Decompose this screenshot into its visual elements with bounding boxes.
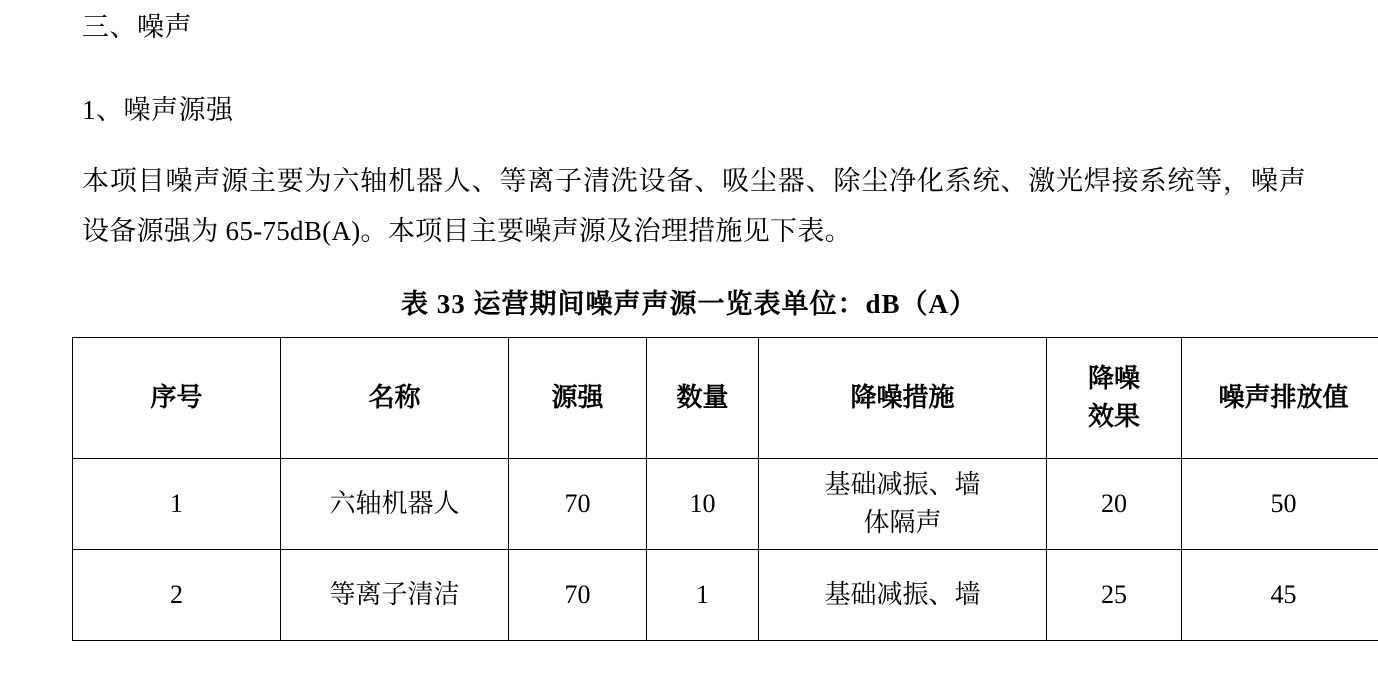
- cell-source: 70: [509, 459, 647, 550]
- cell-measure: [759, 550, 1047, 641]
- cell-measure-line1: 基础减振、墙: [824, 470, 981, 499]
- header-effect-line1: 降噪: [1087, 364, 1140, 393]
- section-heading: 三、噪声: [82, 12, 192, 42]
- cell-qty: 10: [647, 459, 759, 550]
- header-cell-effect: [1047, 338, 1182, 459]
- cell-emission: 50: [1182, 459, 1378, 550]
- cell-effect: 20: [1047, 459, 1182, 550]
- cell-effect: 25: [1047, 550, 1182, 641]
- body-paragraph: 本项目噪声源主要为六轴机器人、等离子清洗设备、吸尘器、除尘净化系统、激光焊接系统等，噪声设备源强为 65-75dB(A)。本项目主要噪声源及治理措施见下表。: [82, 166, 1306, 246]
- cell-qty: 1: [647, 550, 759, 641]
- header-effect-line2: 效果: [1087, 402, 1140, 431]
- header-cell-emission: 噪声排放值: [1182, 338, 1378, 459]
- header-cell-measure: 降噪措施: [759, 338, 1047, 459]
- cell-measure: [759, 459, 1047, 550]
- table-row: [73, 550, 1378, 641]
- cell-no: 2: [73, 550, 281, 641]
- table-caption: 表 33 运营期间噪声声源一览表单位：dB（A）: [400, 289, 978, 319]
- cell-name: 等离子清洁: [281, 550, 509, 641]
- header-cell-source: 源强: [509, 338, 647, 459]
- cell-measure-line2: 体隔声: [863, 508, 942, 537]
- sub-heading: 1、噪声源强: [82, 95, 234, 125]
- table-row: [73, 459, 1378, 550]
- table-header-row: [73, 338, 1378, 459]
- header-cell-no: 序号: [73, 338, 281, 459]
- cell-source: 70: [509, 550, 647, 641]
- noise-source-table: [72, 337, 1378, 641]
- header-cell-name: 名称: [281, 338, 509, 459]
- header-cell-qty: 数量: [647, 338, 759, 459]
- cell-name: 六轴机器人: [281, 459, 509, 550]
- cell-no: 1: [73, 459, 281, 550]
- cell-emission: 45: [1182, 550, 1378, 641]
- cell-measure-line1: 基础减振、墙: [824, 580, 981, 609]
